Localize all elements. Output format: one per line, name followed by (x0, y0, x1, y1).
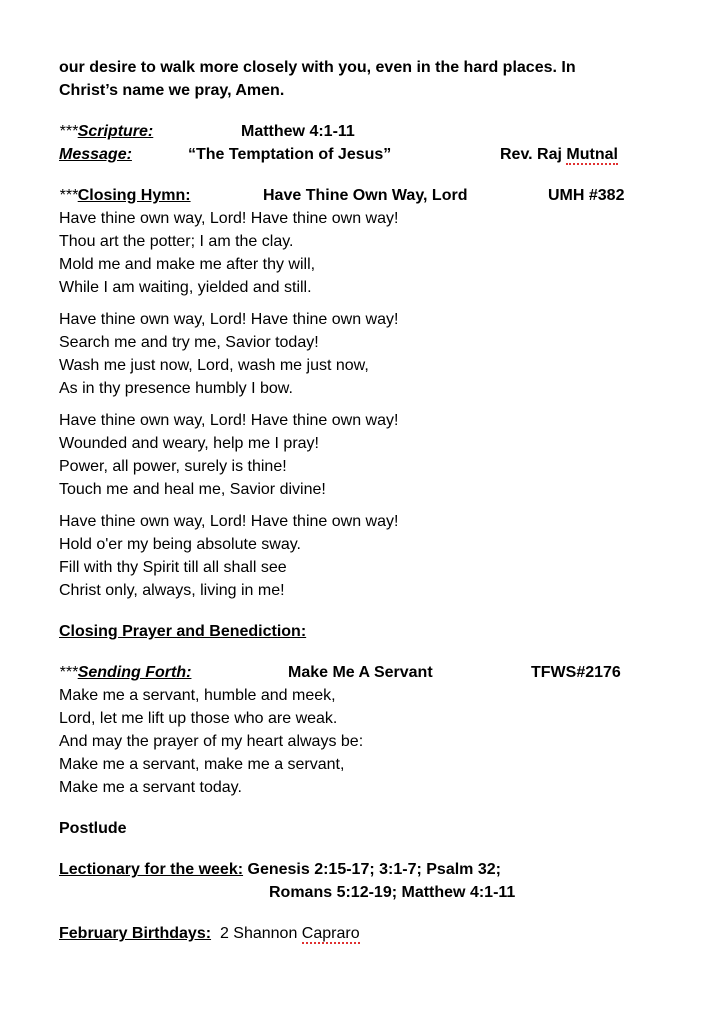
birthday-entry-last: Capraro (301, 925, 360, 942)
prayer-line-2: Christ’s name we pray, Amen. (59, 82, 285, 99)
birthdays-row (59, 922, 639, 945)
postlude-heading: Postlude (59, 820, 127, 837)
speaker-first: Rev. Raj (500, 146, 567, 163)
lectionary-row-2 (59, 881, 639, 904)
verse-line: Hold o'er my being absolute sway. (59, 536, 301, 553)
hymn-verse-1 (59, 207, 639, 299)
verse-line: Have thine own way, Lord! Have thine own way! (59, 210, 399, 227)
verse-line: Thou art the potter; I am the clay. (59, 233, 294, 250)
closing-hymn-prefix: *** (59, 187, 78, 204)
closing-hymn-number: UMH #382 (548, 187, 625, 204)
verse-line: Touch me and heal me, Savior divine! (59, 481, 326, 498)
closing-prayer-heading: Closing Prayer and Benediction: (59, 623, 307, 640)
lyric-line: Lord, let me lift up those who are weak. (59, 710, 338, 727)
lectionary-row-1 (59, 858, 639, 881)
scripture-reference: Matthew 4:1-11 (241, 123, 355, 140)
verse-line: As in thy presence humbly I bow. (59, 380, 293, 397)
sending-forth-title: Make Me A Servant (288, 664, 433, 681)
scripture-label: Scripture: (77, 123, 154, 140)
lyric-line: Make me a servant today. (59, 779, 242, 796)
message-title: “The Temptation of Jesus” (188, 146, 392, 163)
message-speaker (500, 143, 618, 166)
message-row (59, 143, 639, 166)
verse-line: Wounded and weary, help me I pray! (59, 435, 319, 452)
verse-line: Christ only, always, living in me! (59, 582, 285, 599)
sending-forth-label: Sending Forth: (77, 664, 192, 681)
bulletin-page (59, 56, 639, 945)
hymn-verse-4 (59, 510, 639, 602)
lyric-line: Make me a servant, humble and meek, (59, 687, 336, 704)
birthday-entry-prefix: 2 Shannon (219, 925, 302, 942)
verse-line: Mold me and make me after thy will, (59, 256, 316, 273)
sending-forth-prefix: *** (59, 664, 78, 681)
verse-line: Have thine own way, Lord! Have thine own way! (59, 412, 399, 429)
sending-forth-row (59, 661, 639, 684)
birthdays-label: February Birthdays: (59, 925, 212, 942)
scripture-row (59, 120, 639, 143)
closing-hymn-title: Have Thine Own Way, Lord (263, 187, 468, 204)
lyric-line: And may the prayer of my heart always be: (59, 733, 364, 750)
verse-line: Have thine own way, Lord! Have thine own way! (59, 311, 399, 328)
verse-line: Have thine own way, Lord! Have thine own way! (59, 513, 399, 530)
verse-line: Fill with thy Spirit till all shall see (59, 559, 287, 576)
message-label: Message: (59, 146, 132, 163)
closing-hymn-row (59, 184, 639, 207)
speaker-last: Mutnal (566, 146, 618, 163)
lectionary-label: Lectionary for the week: (59, 861, 244, 878)
verse-line: Power, all power, surely is thine! (59, 458, 287, 475)
closing-hymn-label: Closing Hymn: (77, 187, 191, 204)
verse-line: While I am waiting, yielded and still. (59, 279, 312, 296)
birthday-entry (220, 925, 360, 944)
verse-line: Search me and try me, Savior today! (59, 334, 319, 351)
sending-forth-number: TFWS#2176 (531, 664, 621, 681)
hymn-verse-2 (59, 308, 639, 400)
lectionary-line-2: Romans 5:12-19; Matthew 4:1-11 (269, 884, 516, 901)
lectionary-line-1: Genesis 2:15-17; 3:1-7; Psalm 32; (247, 861, 501, 878)
scripture-prefix: *** (59, 123, 78, 140)
lyric-line: Make me a servant, make me a servant, (59, 756, 345, 773)
hymn-verse-3 (59, 409, 639, 501)
verse-line: Wash me just now, Lord, wash me just now, (59, 357, 369, 374)
sending-forth-lyrics (59, 684, 639, 799)
prayer-line-1: our desire to walk more closely with you, even in the hard places. In (59, 59, 576, 76)
